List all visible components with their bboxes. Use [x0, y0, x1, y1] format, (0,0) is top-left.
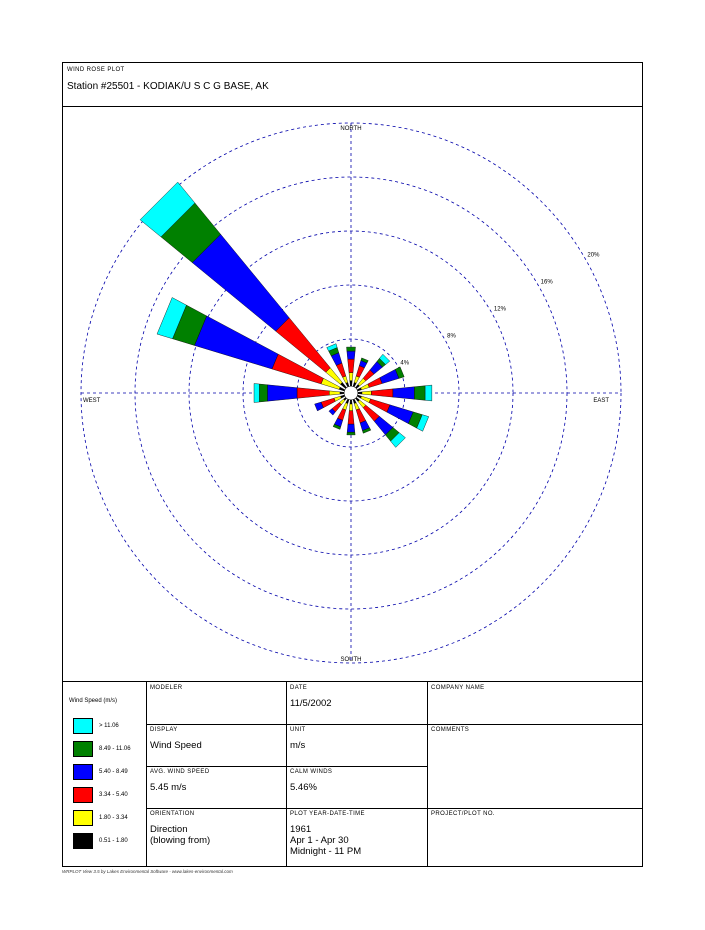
orientation-label: ORIENTATION — [150, 811, 195, 817]
date-cell — [286, 682, 427, 724]
rose-bar-n-bin-3 — [347, 351, 355, 359]
divider — [146, 724, 642, 725]
rose-bar-n-bin-1 — [349, 373, 353, 381]
ring-label: 20% — [587, 252, 600, 259]
east-label: EAST — [593, 398, 609, 404]
rose-bar-s-bin-4 — [347, 432, 355, 435]
divider — [146, 808, 642, 809]
avg-speed-cell — [146, 766, 286, 808]
ring-label: 4% — [400, 360, 410, 367]
modeler-cell — [146, 682, 286, 724]
modeler-label: MODELER — [150, 685, 183, 691]
unit-label: UNIT — [290, 727, 306, 733]
project-cell — [427, 808, 642, 867]
rose-bar-n-bin-0 — [350, 381, 352, 386]
rose-bar-s-bin-0 — [350, 400, 352, 404]
orientation-value: Direction (blowing from) — [150, 824, 211, 846]
legend-label: 0.51 - 1.80 — [99, 838, 128, 844]
wind-rose-chart — [63, 63, 642, 680]
rose-bar-nnw-bin-2 — [336, 363, 346, 377]
legend-box — [63, 682, 146, 867]
ring-label: 12% — [493, 306, 506, 313]
legend-label: 1.80 - 3.34 — [99, 815, 128, 821]
rose-bar-n-bin-2 — [348, 359, 355, 372]
display-cell — [146, 724, 286, 766]
rose-bar-e-bin-5 — [425, 385, 432, 401]
rose-bar-s-bin-2 — [348, 411, 354, 424]
company-cell — [427, 682, 642, 724]
display-value: Wind Speed — [150, 740, 202, 751]
comments-cell — [427, 724, 642, 808]
divider — [146, 766, 427, 767]
date-value: 11/5/2002 — [290, 698, 332, 709]
comments-label: COMMENTS — [431, 727, 470, 733]
software-credit: WRPLOT View 3.5 by Lakes Environmental Software - www.lakes-environmental.com — [62, 869, 233, 874]
legend-swatch — [73, 741, 93, 757]
rose-bar-w-bin-0 — [340, 392, 344, 394]
unit-value: m/s — [290, 740, 306, 751]
rose-bar-ese-bin-3 — [387, 405, 413, 424]
plot-year-label: PLOT YEAR-DATE-TIME — [290, 811, 365, 817]
rose-bar-sse-bin-2 — [356, 409, 366, 423]
rose-bar-s-bin-3 — [347, 424, 355, 432]
rose-bar-e-bin-1 — [362, 391, 371, 395]
rose-bars — [140, 182, 432, 447]
legend-swatch — [73, 833, 93, 849]
station-title: Station #25501 - KODIAK/U S C G BASE, AK — [67, 81, 269, 92]
legend-swatch — [73, 787, 93, 803]
rose-bar-w-bin-2 — [297, 388, 329, 399]
ring-label: 8% — [447, 333, 456, 340]
calm-winds-label: CALM WINDS — [290, 769, 333, 775]
plot-year-cell — [286, 808, 427, 867]
project-label: PROJECT/PLOT NO. — [431, 811, 495, 817]
legend-swatch — [73, 810, 93, 826]
rose-bar-s-bin-1 — [349, 404, 352, 411]
display-label: DISPLAY — [150, 727, 178, 733]
legend-swatch — [73, 718, 93, 734]
calm-winds-value: 5.46% — [290, 782, 317, 793]
rose-bar-w-bin-3 — [267, 385, 297, 401]
ring-label: 16% — [540, 279, 553, 286]
legend-label: 5.40 - 8.49 — [99, 769, 128, 775]
plot-type-label: WIND ROSE PLOT — [67, 67, 125, 73]
south-label: SOUTH — [340, 657, 362, 663]
legend-label: > 11.06 — [99, 723, 119, 729]
rose-bar-e-bin-4 — [414, 386, 425, 401]
rose-bar-n-bin-4 — [347, 347, 356, 351]
rose-bar-e-bin-2 — [371, 389, 393, 397]
avg-speed-value: 5.45 m/s — [150, 782, 187, 793]
rose-bar-ese-bin-1 — [361, 396, 371, 402]
legend-title: Wind Speed (m/s) — [69, 698, 118, 704]
rose-bar-ene-bin-2 — [368, 378, 382, 388]
info-panel — [63, 681, 642, 867]
legend-swatch — [73, 764, 93, 780]
company-label: COMPANY NAME — [431, 685, 485, 691]
rose-bar-e-bin-0 — [358, 392, 362, 394]
avg-speed-label: AVG. WIND SPEED — [150, 769, 210, 775]
rose-bar-w-bin-5 — [254, 383, 259, 402]
legend-label: 3.34 - 5.40 — [99, 792, 128, 798]
rose-bar-e-bin-3 — [393, 387, 415, 399]
rose-bar-wnw-bin-3 — [194, 316, 278, 369]
rose-bar-w-bin-1 — [329, 391, 340, 395]
north-label: NORTH — [340, 126, 362, 132]
plot-frame — [62, 62, 643, 867]
west-label: WEST — [83, 398, 101, 404]
date-label: DATE — [290, 685, 308, 691]
plot-year-value: 1961 Apr 1 - Apr 30 Midnight - 11 PM — [290, 824, 362, 857]
rose-bar-ene-bin-1 — [361, 384, 370, 390]
calm-winds-cell — [286, 766, 427, 808]
rose-bar-w-bin-4 — [259, 384, 267, 402]
unit-cell — [286, 724, 427, 766]
legend-label: 8.49 - 11.06 — [99, 746, 131, 752]
rose-bar-wsw-bin-2 — [321, 398, 335, 408]
orientation-cell — [146, 808, 286, 867]
